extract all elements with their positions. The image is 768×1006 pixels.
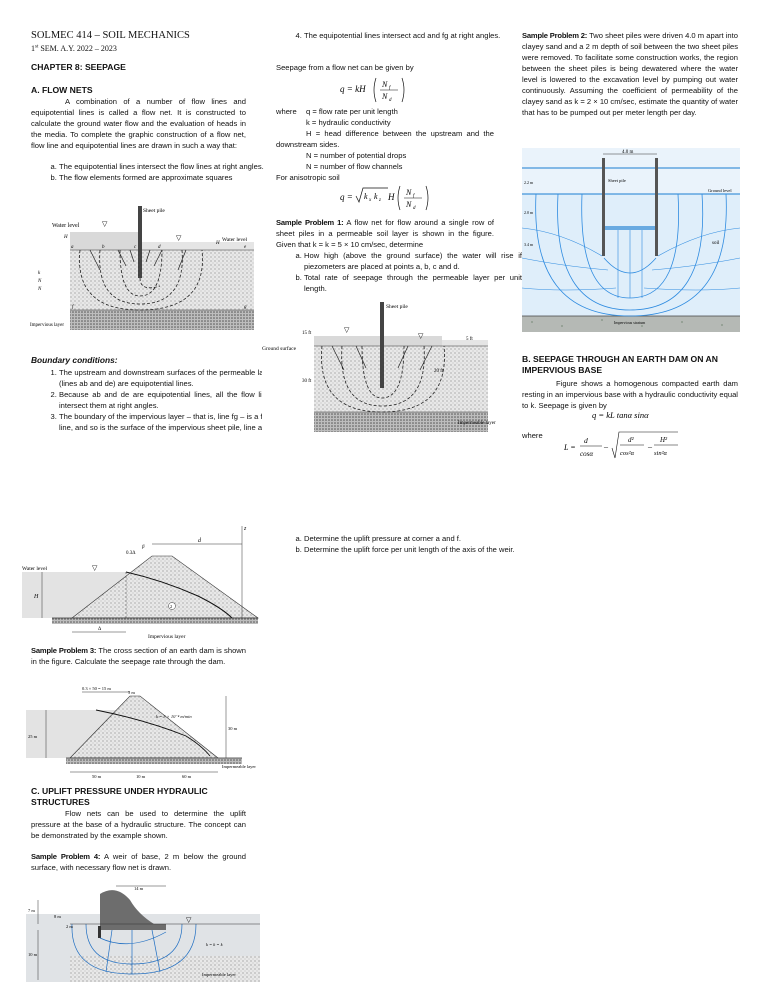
anisotropic-label: For anisotropic soil [276, 173, 340, 182]
sample-problem-3 [31, 645, 246, 667]
fig2-label: Impermeable layer [458, 421, 496, 426]
fig1-label: a [71, 245, 74, 250]
seepage-equation [338, 74, 458, 104]
fig6-label: k = k = k [206, 942, 223, 947]
equation-q-kl-tan-sin [590, 408, 710, 422]
fig5-label: k = 3 × 10⁻⁴ m/min [156, 714, 192, 719]
flow-net-conditions [31, 161, 274, 183]
svg-text:H: H [388, 192, 395, 202]
sp1-text: A flow net for flow around a single row of sheet piles in a permeable soil layer is shown in the figure. Given that k = k = 5 × 10 cm/sec, determine [276, 218, 494, 249]
sp4-question: a. Determine the uplift pressure at corner a and f. [304, 533, 522, 544]
fig6-label: 10 m [28, 952, 38, 957]
svg-text:cosα: cosα [580, 450, 594, 458]
chapter-title: CHAPTER 8: SEEPAGE [31, 62, 126, 72]
fig1-label: e [244, 245, 247, 250]
fig5-label: Impermeable layer [222, 764, 256, 769]
svg-text:d: d [584, 436, 588, 445]
fig2-label: 30 ft [302, 379, 312, 384]
fig3-label: Ground level [708, 188, 732, 193]
sp4-question: b. Determine the uplift force per unit length of the axis of the weir. [304, 544, 522, 555]
anisotropic-equation [338, 182, 478, 217]
fig5-label: 25 m [28, 734, 38, 739]
fig2-label: 20 ft [434, 369, 444, 374]
section-c-title-text: C. UPLIFT PRESSURE UNDER HYDRAULIC STRUCTURES [31, 786, 208, 807]
fig2-label: Sheet pile [386, 304, 408, 310]
svg-text:q = kL tanα sinα: q = kL tanα sinα [592, 410, 649, 420]
fig1-label: c [134, 245, 137, 250]
figure-weir-flow-net [26, 880, 260, 982]
fig1-label: Sheet pile [143, 208, 165, 214]
svg-text:x: x [369, 198, 372, 203]
figure-sample-problem-2 [522, 148, 740, 332]
svg-text:N: N [406, 188, 412, 197]
fig3-label: 3.4 m [524, 242, 534, 247]
fig4-label: H [34, 594, 39, 600]
condition-item: 4. The equipotential lines intersect acd and fg at right angles. [304, 30, 522, 41]
boundary-item: 2. Because ab and de are equipotential lines, all the flow lines intersect them at right angles. [59, 389, 274, 411]
course-title: SOLMEC 414 – SOIL MECHANICS [31, 30, 190, 41]
fig3-label: 2.0 m [524, 210, 534, 215]
fig4-label: d [198, 538, 201, 544]
fig4-label: 2 [170, 604, 173, 609]
fig4-label: Δ [98, 627, 102, 632]
svg-text:d²: d² [628, 436, 634, 444]
water-symbol-icon: ▽ [92, 564, 98, 572]
fig4-label: Water level [22, 566, 48, 572]
fig1-label: N [38, 287, 42, 292]
svg-text:f: f [413, 194, 415, 199]
fig1-label: H [216, 241, 220, 246]
where-label: where [522, 431, 543, 440]
boundary-item: 3. The boundary of the impervious layer – that is, line fg – is a flow line, and so is the surface of the impervious sheet pile, line acd. [59, 411, 274, 433]
fig5-label: 50 m [92, 774, 102, 779]
fig6-label: 8 m [54, 914, 61, 919]
fig1-label: b [102, 245, 105, 250]
fig2-label: Ground surface [262, 346, 297, 352]
condition-item: a. The equipotential lines intersect the flow lines at right angles. [59, 161, 274, 172]
fig1-label: Water level [222, 237, 248, 243]
fig1-label: f [72, 305, 74, 310]
semester-text: SEM. A.Y. 2022 – 2023 [40, 44, 117, 53]
fig4-label: 0.3Δ [126, 551, 136, 556]
fig5-label: 0.3 × 50 = 15 m [82, 686, 111, 691]
svg-text:–: – [648, 442, 652, 451]
fig5-label: 30 m [228, 726, 238, 731]
fig4-label: Impervious layer [148, 634, 186, 640]
fig3-label: soil [712, 241, 720, 246]
fig6-label: 2 m [66, 924, 73, 929]
sp1-questions [276, 250, 522, 294]
svg-text:H²: H² [660, 436, 668, 444]
svg-text:N: N [382, 92, 388, 101]
sp4-questions [276, 533, 522, 555]
svg-text:N: N [382, 80, 388, 89]
sp1-label: Sample Problem 1: [276, 218, 344, 227]
sp3-text: The cross section of an earth dam is shown in the figure. Calculate the seepage rate through the dam. [31, 646, 246, 666]
water-symbol-icon: ▽ [186, 916, 192, 924]
boundary-conditions-title: Boundary conditions: [31, 355, 118, 365]
semester-number: 1 [31, 44, 35, 53]
earth-dam-equation [590, 408, 710, 427]
fig1-label: k [38, 271, 41, 276]
fig5-label: 5 m [128, 690, 135, 695]
svg-text:sin²α: sin²α [654, 450, 667, 457]
svg-text:k: k [374, 192, 378, 201]
section-c-text: Flow nets can be used to determine the uplift pressure at the base of a hydraulic structure. The concept can be demonstrated by the example shown. [31, 809, 246, 840]
section-b-text: Figure shows a homogenous compacted earth dam resting in an impervious base with a hydraulic conductivity equal to k. Seepage is given by [522, 379, 738, 410]
figure-sheet-pile-flow-net [30, 200, 258, 332]
length-equation [562, 430, 702, 469]
svg-text:d: d [413, 206, 416, 211]
sample-problem-2 [522, 30, 738, 118]
fig1-label: Water level [52, 223, 80, 229]
equation-q-sqrt-kxkz [338, 182, 478, 212]
fig4-label: β [142, 545, 145, 550]
figure-sample-problem-3 [26, 684, 260, 780]
fig6-label: Impermeable layer [202, 972, 236, 977]
seepage-intro: Seepage from a flow net can be given by [276, 63, 414, 72]
semester-sup: st [35, 44, 39, 50]
water-symbol-icon: ▽ [418, 332, 424, 340]
sample-problem-1 [276, 217, 494, 250]
section-a-intro: A combination of a number of flow lines and equipotential lines is called a flow net. It is constructed to calculate the ground water flow and the evaluation of heads in the media. To complete the graphic construction of a flow net, flow line and equipotential lines are drawn in such a way that: [31, 97, 246, 150]
where-label: where [276, 107, 297, 116]
fig2-label: 5 ft [466, 337, 473, 342]
svg-text:k: k [364, 192, 368, 201]
sp2-text: Two sheet piles were driven 4.0 m apart into clayey sand and a 2 m depth of soil between the two sheet piles were removed. To facilitate some construction works, the region between the sheet piles is being dewatered where the water level is lowered to the excavation level by pumping out water continuously. Assuming the coefficient of permeability of the clayey sand as k = 2 × 10 cm/sec, estimate the quantity of water that has to be pumped out per meter length per day. [522, 31, 738, 117]
water-symbol-icon: ▽ [176, 234, 182, 242]
sp4-text: A weir of base, 2 m below the ground surface, with necessary flow net is drawn. [31, 852, 246, 872]
fig2-label: 15 ft [302, 331, 312, 336]
boundary-item: 1. The upstream and downstream surfaces of the permeable layer (lines ab and de) are equipotential lines. [59, 367, 274, 389]
sp3-label: Sample Problem 3: [31, 646, 97, 655]
definition: N = number of flow channels [306, 162, 403, 171]
definition: N = number of potential drops [306, 151, 407, 160]
fig1-label: d [158, 245, 161, 250]
fig1-label: H [64, 235, 68, 240]
definition: k = hydraulic conductivity [306, 118, 391, 127]
fig1-label: Impervious layer [30, 323, 65, 328]
semester [31, 44, 117, 53]
section-c-title [31, 786, 246, 808]
fig1-label: g [244, 305, 247, 310]
figure-earth-dam [22, 522, 260, 640]
equation-l [562, 430, 702, 464]
fig6-label: 14 m [134, 886, 144, 891]
condition-item: b. The flow elements formed are approximate squares [59, 172, 274, 183]
water-symbol-icon: ▽ [344, 326, 350, 334]
svg-text:L =: L = [564, 443, 576, 452]
sp1-question: b. Total rate of seepage through the permeable layer per unit length. [304, 272, 522, 294]
boundary-conditions-list [31, 367, 274, 433]
fig6-label: 7 m [28, 908, 35, 913]
equation-q-khnfnd [338, 74, 458, 104]
sample-problem-4 [31, 851, 246, 873]
fig1-label: N [38, 279, 42, 284]
sp2-label: Sample Problem 2: [522, 31, 588, 40]
sp1-question: a. How high (above the ground surface) the water will rise if piezometers are placed at points a, b, c and d. [304, 250, 522, 272]
definition: H = head difference between the upstream and the downstream sides. [276, 129, 494, 149]
fig3-label: 4.0 m [622, 150, 634, 155]
sp4-label: Sample Problem 4: [31, 852, 101, 861]
fig3-label: Impervious stratum [614, 320, 646, 325]
fig5-label: 60 m [182, 774, 192, 779]
fig4-label: z [244, 526, 247, 532]
fig3-label: 2.2 m [524, 180, 534, 185]
section-a-title: A. FLOW NETS [31, 85, 93, 95]
fig5-label: 10 m [136, 774, 146, 779]
svg-text:f: f [389, 86, 391, 91]
flow-net-conditions-cont [276, 30, 522, 41]
svg-text:q = kH: q = kH [340, 84, 366, 94]
svg-text:z: z [379, 198, 381, 203]
water-symbol-icon: ▽ [102, 220, 108, 228]
svg-text:d: d [389, 98, 392, 103]
svg-text:q =: q = [340, 192, 353, 202]
svg-text:cos²α: cos²α [620, 450, 635, 457]
section-b-title: B. SEEPAGE THROUGH AN EARTH DAM ON AN IMPERVIOUS BASE [522, 354, 718, 375]
svg-text:–: – [604, 442, 608, 451]
definition: q = flow rate per unit length [306, 107, 398, 116]
svg-text:N: N [406, 200, 412, 209]
fig3-label: Sheet pile [608, 178, 626, 183]
figure-sample-problem-1 [262, 296, 508, 434]
